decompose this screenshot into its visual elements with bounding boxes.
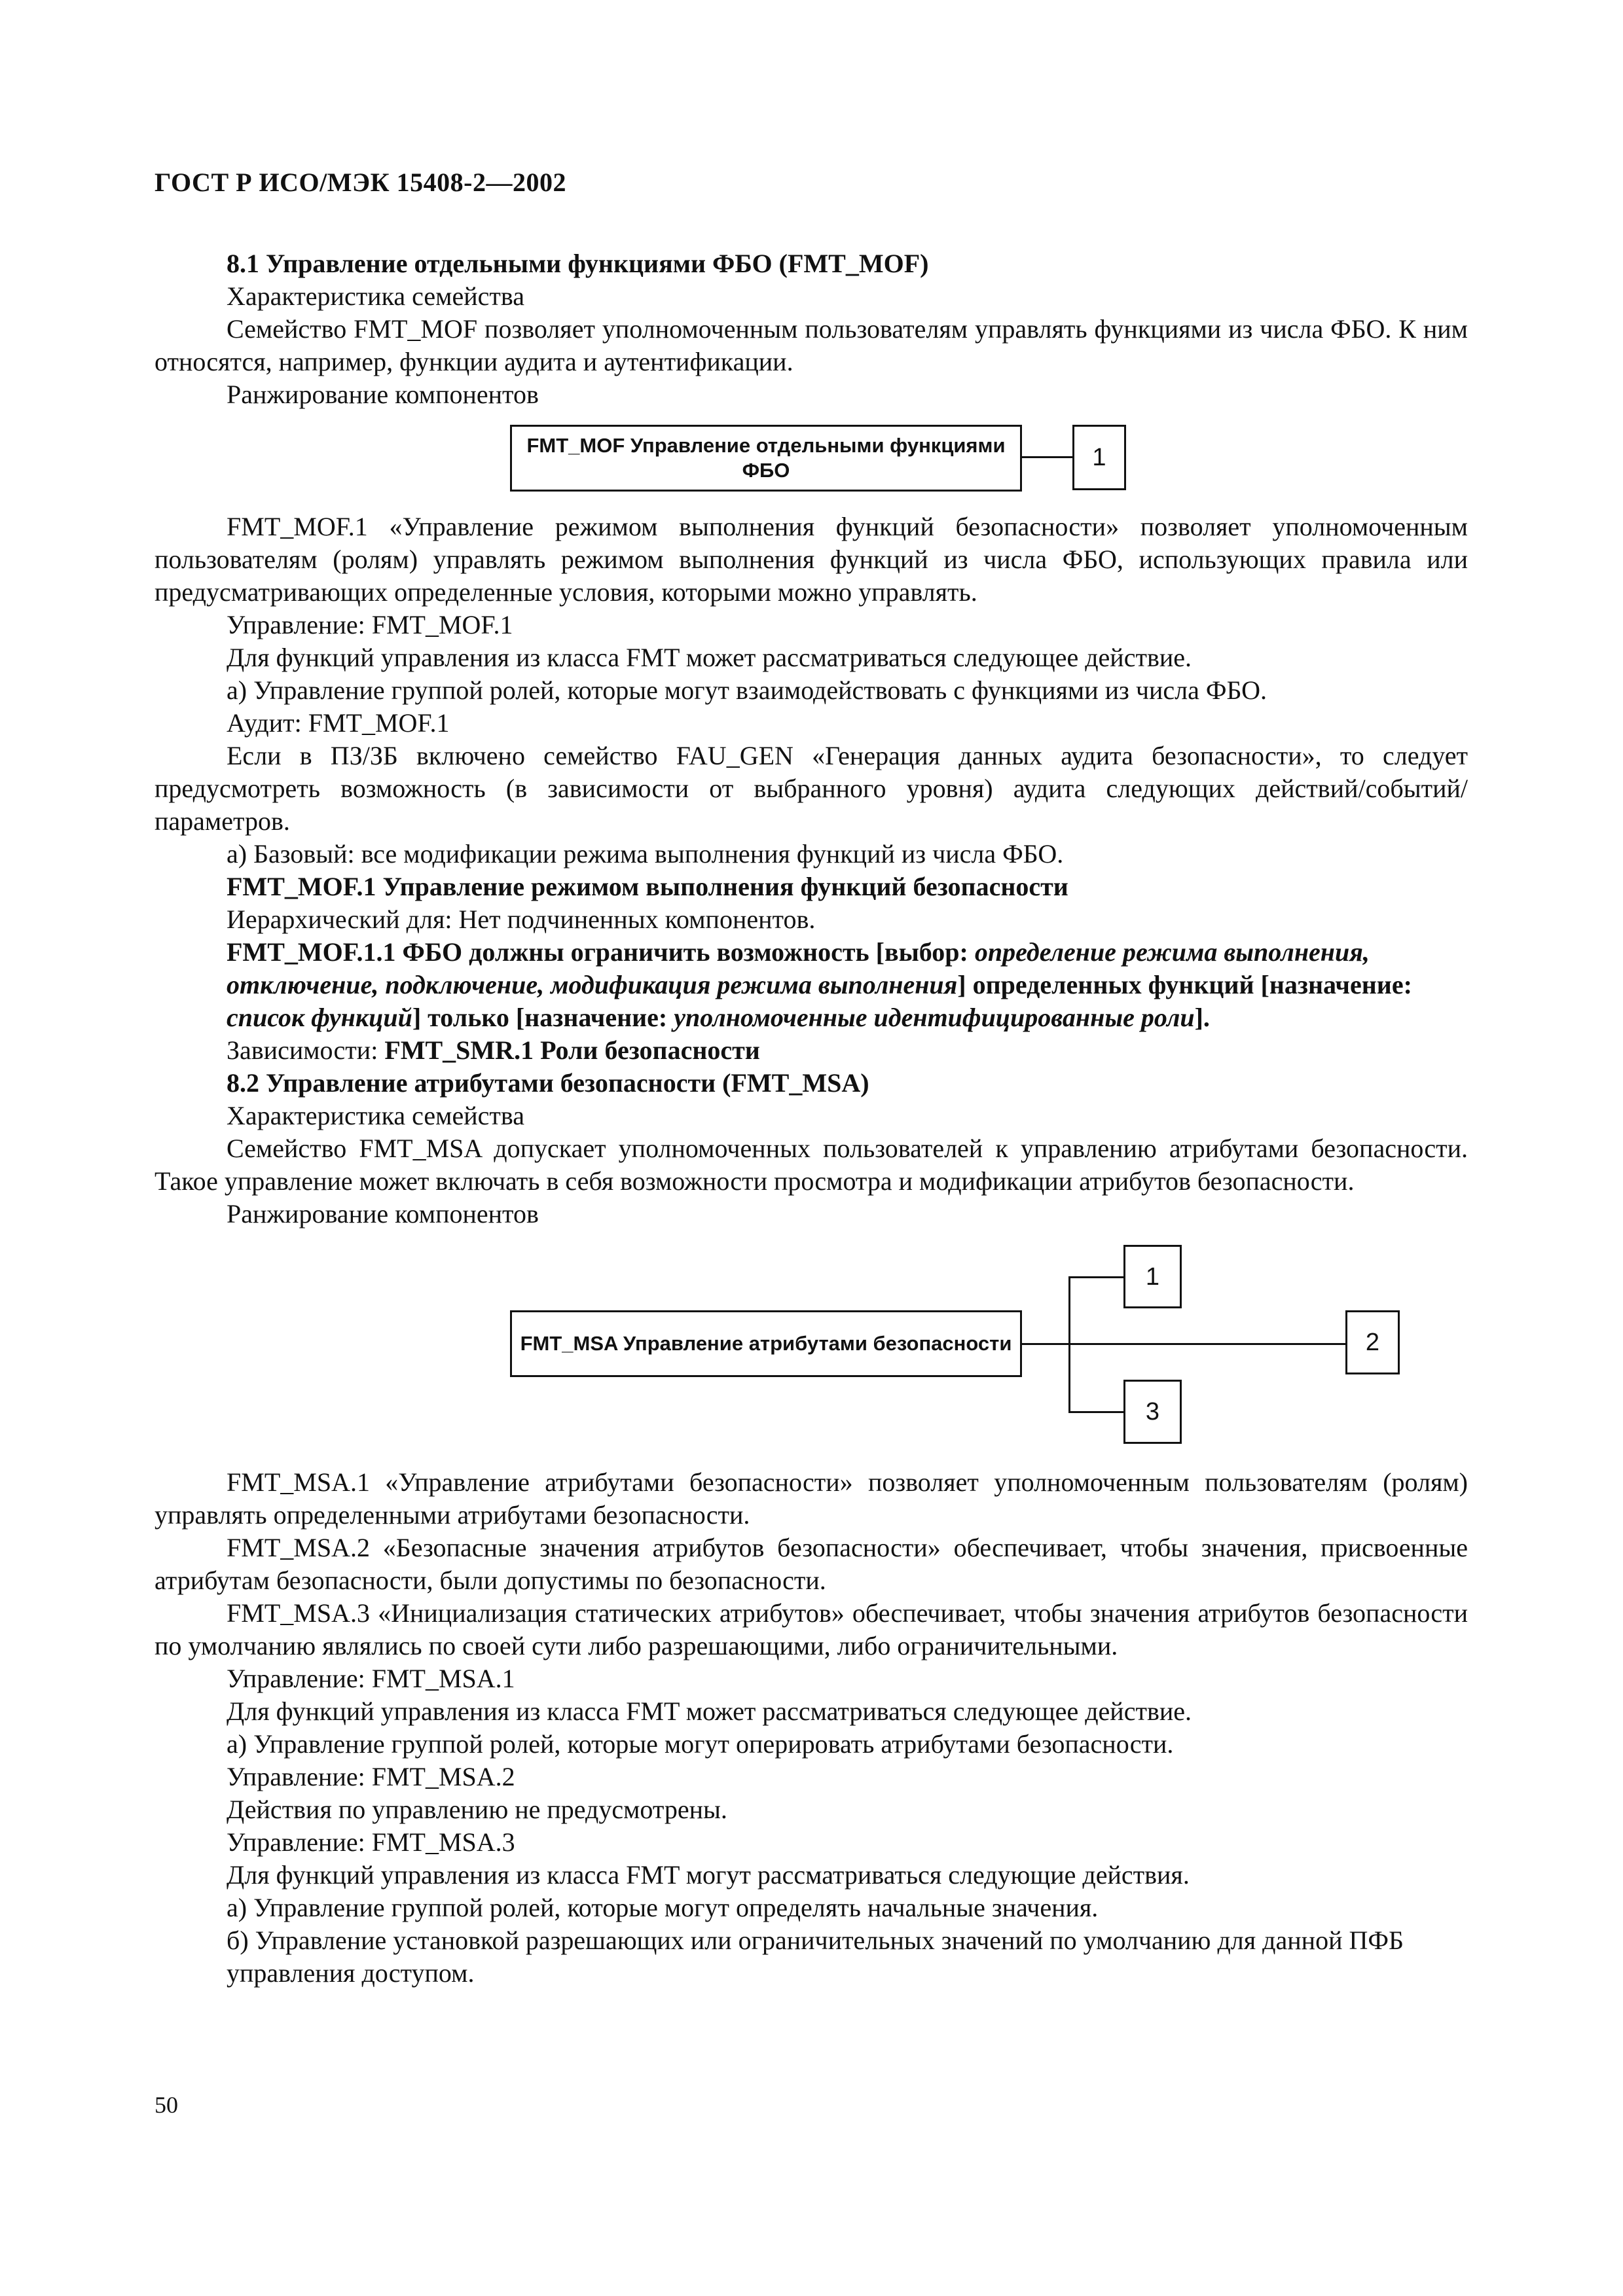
mof1-audit-item-a: а) Базовый: все модификации режима выполнения функций из числа ФБО. <box>227 839 1064 869</box>
msa3-management-item-a: а) Управление группой ролей, которые могут определять начальные значения. <box>227 1893 1099 1922</box>
dependencies-value: FMT_SMR.1 Роли безопасности <box>384 1035 760 1065</box>
mof-family-box: FMT_MOF Управление отдельными функциями ФБО <box>510 425 1022 492</box>
dependencies-label: Зависимости: <box>227 1035 385 1065</box>
msa3-management-item-b: б) Управление установкой разрешающих или ограничительных значений по умолчанию для данной ПФБ управления доступом. <box>227 1926 1404 1988</box>
mof1-management-intro: Для функций управления из класса FMT может рассматриваться следующее действие. <box>227 643 1192 672</box>
component-ranking-label: Ранжирование компонентов <box>227 1199 539 1229</box>
msa-family-box: FMT_MSA Управление атрибутами безопасности <box>510 1310 1022 1377</box>
family-characteristic-text: Семейство FMT_MSA допускает уполномоченных пользователей к управлению атрибутами безопасности. Такое управление может включать в себя возможности просмотра и модификации атрибутов безопасности. <box>155 1134 1468 1196</box>
mof1-management-item-a: а) Управление группой ролей, которые могут взаимодействовать с функциями из числа ФБО. <box>227 675 1267 705</box>
section-heading-8-1: 8.1 Управление отдельными функциями ФБО (FMT_MOF) <box>227 249 929 278</box>
element-assignment: уполномоченные идентифицированные роли <box>674 1003 1195 1032</box>
mof1-audit-text: Если в ПЗ/ЗБ включено семейство FAU_GEN «Генерация данных аудита безопасности», то следует предусмотреть возможность (в зависимости от выбранного уровня) аудита следующих действий/событий/параметров. <box>155 741 1468 836</box>
element-text-part: ] определенных функций [назначение: <box>957 970 1412 999</box>
connector-line <box>1068 1276 1123 1278</box>
family-characteristic-label: Характеристика семейства <box>227 1101 524 1130</box>
element-selection: определение режима выполнения, отключение, подключение, модификация режима выполнения <box>227 937 1370 999</box>
element-text-part: ] только [назначение: <box>412 1003 674 1032</box>
connector-line <box>1022 456 1072 458</box>
msa2-description: FMT_MSA.2 «Безопасные значения атрибутов безопасности» обеспечивает, чтобы значения, присвоенные атрибутам безопасности, были допустимы по безопасности. <box>155 1533 1468 1595</box>
msa1-description: FMT_MSA.1 «Управление атрибутами безопасности» позволяет уполномоченным пользователям (ролям) управлять определенными атрибутами безопасности. <box>155 1467 1468 1530</box>
element-text-part: ФБО должны ограничить возможность [выбор: <box>402 937 975 967</box>
element-assignment: список функций <box>227 1003 412 1032</box>
element-text-part: ]. <box>1194 1003 1210 1032</box>
msa3-description: FMT_MSA.3 «Инициализация статических атрибутов» обеспечивает, чтобы значения атрибутов безопасности по умолчанию являлись по своей сути либо разрешающими, либо ограничительными. <box>155 1598 1468 1660</box>
element-id: FMT_MOF.1.1 <box>227 937 396 967</box>
msa2-management-label: Управление: FMT_MSA.2 <box>227 1762 515 1791</box>
msa2-management-text: Действия по управлению не предусмотрены. <box>227 1795 727 1824</box>
msa3-management-label: Управление: FMT_MSA.3 <box>227 1827 515 1857</box>
mof-ranking-diagram <box>155 411 1468 511</box>
msa-level-1-box: 1 <box>1123 1245 1182 1308</box>
page-number: 50 <box>155 2092 178 2118</box>
msa1-management-intro: Для функций управления из класса FMT может рассматриваться следующее действие. <box>227 1696 1192 1726</box>
mof1-hierarchical: Иерархический для: Нет подчиненных компонентов. <box>227 905 816 934</box>
family-characteristic-text: Семейство FMT_MOF позволяет уполномоченным пользователям управлять функциями из числа ФБО. К ним относятся, например, функции аудита и аутентификации. <box>155 314 1468 376</box>
mof1-element <box>155 936 1468 1034</box>
mof1-management-label: Управление: FMT_MOF.1 <box>227 610 513 639</box>
family-characteristic-label: Характеристика семейства <box>227 281 524 311</box>
msa-ranking-diagram <box>155 1230 1468 1466</box>
msa3-management-intro: Для функций управления из класса FMT могут рассматриваться следующие действия. <box>227 1860 1190 1890</box>
mof-level-1-box: 1 <box>1072 425 1126 490</box>
mof1-description: FMT_MOF.1 «Управление режимом выполнения функций безопасности» позволяет уполномоченным пользователям (ролям) управлять режимом выполнения функций из числа ФБО, использующих правила или предусматривающих определенные условия, которыми можно управлять. <box>155 512 1468 607</box>
msa1-management-item-a: а) Управление группой ролей, которые могут оперировать атрибутами безопасности. <box>227 1729 1174 1759</box>
connector-line <box>1068 1411 1123 1413</box>
component-ranking-label: Ранжирование компонентов <box>227 380 539 409</box>
connector-line <box>1068 1276 1070 1412</box>
msa-level-2-box: 2 <box>1345 1310 1400 1374</box>
mof1-audit-label: Аудит: FMT_MOF.1 <box>227 708 450 738</box>
mof1-component-title: FMT_MOF.1 Управление режимом выполнения функций безопасности <box>227 872 1068 901</box>
page-content <box>155 247 1468 1990</box>
msa1-management-label: Управление: FMT_MSA.1 <box>227 1664 515 1693</box>
msa-level-3-box: 3 <box>1123 1380 1182 1444</box>
section-heading-8-2: 8.2 Управление атрибутами безопасности (FMT_MSA) <box>227 1068 869 1098</box>
document-header: ГОСТ Р ИСО/МЭК 15408-2—2002 <box>155 168 566 197</box>
connector-line <box>1022 1343 1345 1345</box>
mof1-dependencies <box>155 1034 1468 1067</box>
